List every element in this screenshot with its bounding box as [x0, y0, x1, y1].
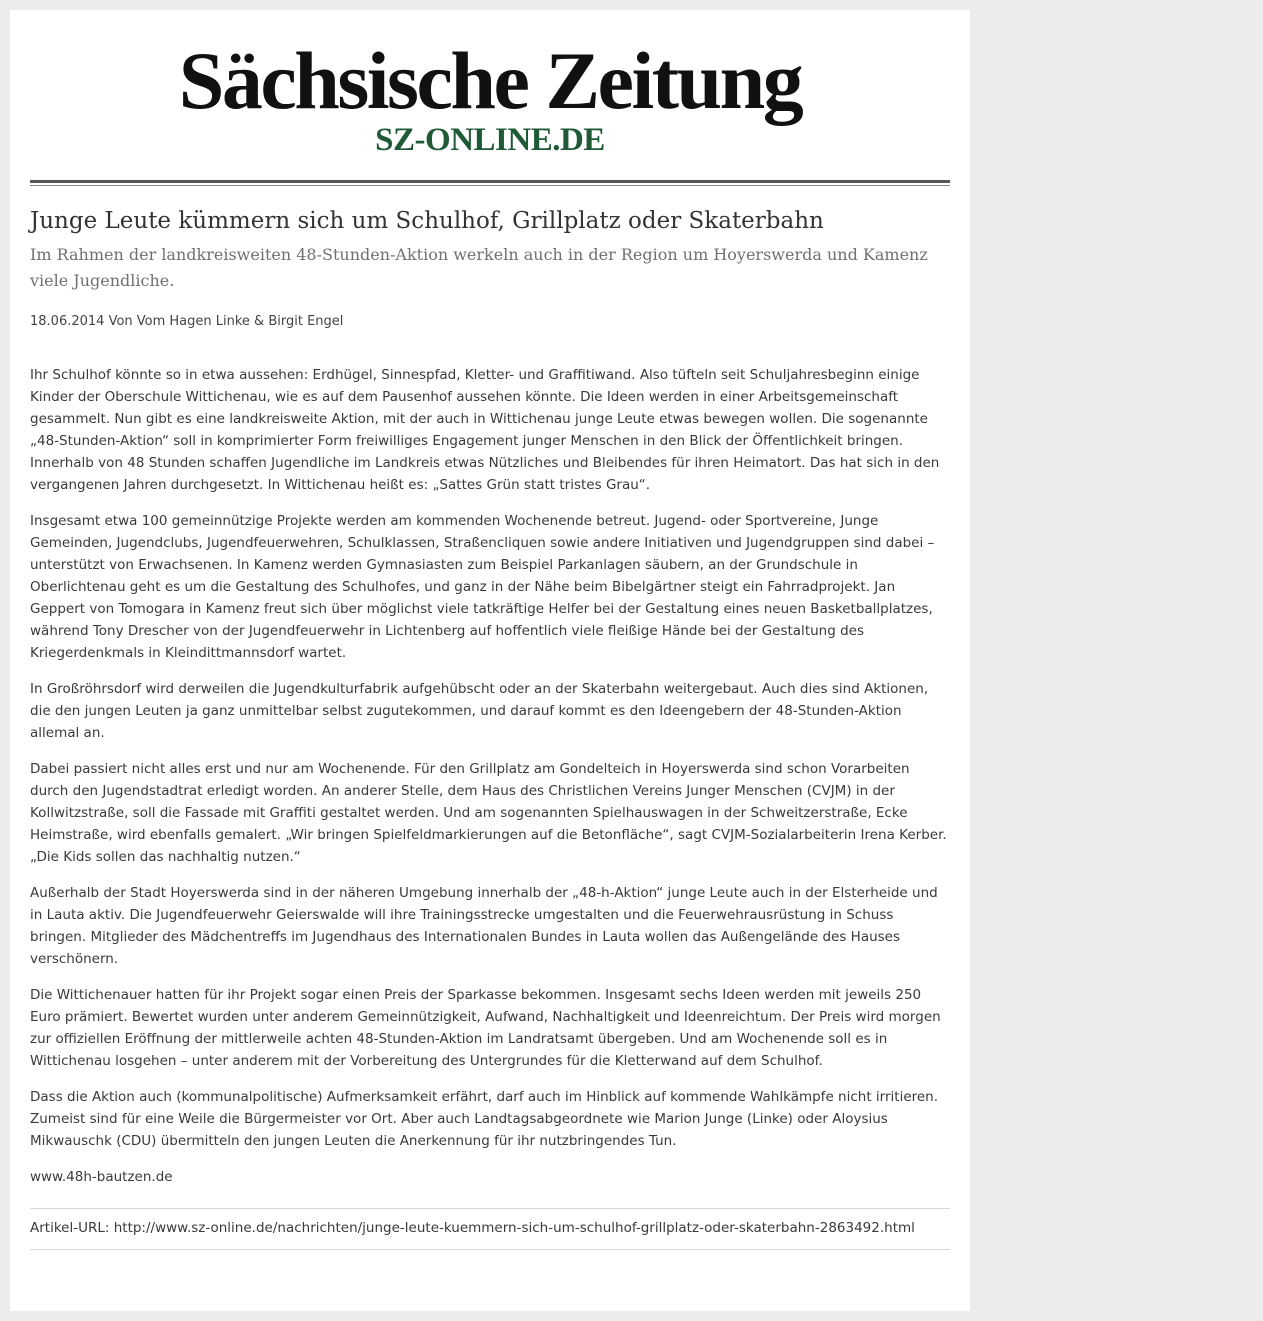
article-paragraph: Außerhalb der Stadt Hoyerswerda sind in der näheren Umgebung innerhalb der „48-h-Aktion“ junge Leute auch in der Elsterheide und in Lauta aktiv. Die Jugendfeuerwehr Geierswalde will ihre Trainingsstrecke umgestalten und die Feuerwehrausrüstung in Schuss bringen. Mitglieder des Mädchentreffs im Jugendhaus des Internationalen Bundes in Lauta wollen das Außengelände des Hauses verschönern. — [30, 885, 938, 967]
article-body — [30, 364, 950, 1188]
external-weblink: www.48h-bautzen.de — [30, 1169, 173, 1185]
article-paragraph: In Großröhrsdorf wird derweilen die Jugendkulturfabrik aufgehübscht oder an der Skaterbahn weitergebaut. Auch dies sind Aktionen, die den jungen Leuten ja ganz unmittelbar selbst zugutekommen, und darauf kommt es den Ideengebern der 48-Stunden-Aktion allemal an. — [30, 681, 929, 741]
masthead — [10, 10, 970, 170]
article-byline: 18.06.2014 Von Vom Hagen Linke & Birgit Engel — [30, 314, 344, 329]
header-divider-thin — [30, 185, 950, 186]
article-paragraph: Dabei passiert nicht alles erst und nur am Wochenende. Für den Grillplatz am Gondelteich in Hoyerswerda sind schon Vorarbeiten durch den Jugendstadtrat erledigt worden. An anderer Stelle, dem Haus des Christlichen Vereins Junger Menschen (CVJM) in der Kollwitzstraße, soll die Fassade mit Graffiti gestaltet werden. Und am sogenannten Spielhauswagen in der Schweitzerstraße, Ecke Heimstraße, wird ebenfalls gemalert. „Wir bringen Spielfeldmarkierungen auf die Betonfläche“, sagt CVJM-Sozialarbeiterin Irena Kerber. „Die Kids sollen das nachhaltig nutzen.“ — [30, 761, 947, 865]
article-url: Artikel-URL: http://www.sz-online.de/nachrichten/junge-leute-kuemmern-sich-um-schulhof-grillplatz-oder-skaterbahn-2863492.html — [30, 1220, 915, 1236]
article-paragraph: Die Wittichenauer hatten für ihr Projekt sogar einen Preis der Sparkasse bekommen. Insgesamt sechs Ideen werden mit jeweils 250 Euro prämiert. Bewertet wurden unter anderem Gemeinnützigkeit, Aufwand, Nachhaltigkeit und Ideenreichtum. Der Preis wird morgen zur offiziellen Eröffnung der mittlerweile achten 48-Stunden-Aktion im Landratsamt übergeben. Und am Wochenende soll es in Wittichenau losgehen – unter anderem mit der Vorbereitung des Untergrundes für die Kletterwand auf dem Schulhof. — [30, 987, 941, 1069]
article-paragraph: Ihr Schulhof könnte so in etwa aussehen: Erdhügel, Sinnespfad, Kletter- und Graffitiwand. Also tüfteln seit Schuljahresbeginn einige Kinder der Oberschule Wittichenau, wie es auf dem Pausenhof aussehen könnte. Die Ideen werden in einer Arbeitsgemeinschaft gesammelt. Nun gibt es eine landkreisweite Aktion, mit der auch in Wittichenau junge Leute etwas bewegen wollen. Die sogenannte „48-Stunden-Aktion“ soll in komprimierter Form freiwilliges Engagement junger Menschen in den Blick der Öffentlichkeit bringen. Innerhalb von 48 Stunden schaffen Jugendliche im Landkreis etwas Nützliches und Bleibendes für ihren Heimatort. Das hat sich in den vergangenen Jahren durchgesetzt. In Wittichenau heißt es: „Sattes Grün statt tristes Grau“. — [30, 367, 940, 493]
header-divider-thick — [30, 180, 950, 183]
article-sheet — [10, 10, 970, 1311]
article-subheadline: Im Rahmen der landkreisweiten 48-Stunden-Aktion werkeln auch in der Region um Hoyerswerda und Kamenz viele Jugendliche. — [30, 245, 928, 290]
article-headline: Junge Leute kümmern sich um Schulhof, Grillplatz oder Skaterbahn — [30, 208, 824, 234]
newspaper-logo[interactable]: Sächsische Zeitung — [178, 35, 802, 126]
article — [30, 206, 950, 1250]
article-paragraph: Dass die Aktion auch (kommunalpolitische) Aufmerksamkeit erfährt, darf auch im Hinblick auf kommende Wahlkämpfe nicht irritieren. Zumeist sind für eine Weile die Bürgermeister vor Ort. Aber auch Landtagsabgeordnete wie Marion Junge (Linke) oder Aloysius Mikwauschk (CDU) übermitteln den jungen Leuten die Anerkennung für ihr nutzbringendes Tun. — [30, 1089, 939, 1149]
article-url-box — [30, 1208, 950, 1250]
newspaper-website-label[interactable]: SZ-ONLINE.DE — [375, 122, 605, 158]
article-paragraph: Insgesamt etwa 100 gemeinnützige Projekte werden am kommenden Wochenende betreut. Jugend- oder Sportvereine, Junge Gemeinden, Jugendclubs, Jugendfeuerwehren, Schulklassen, Straßencliquen sowie andere Initiativen und Jugendgruppen sind dabei – unterstützt von Erwachsenen. In Kamenz werden Gymnasiasten zum Beispiel Parkanlagen säubern, an der Grundschule in Oberlichtenau geht es um die Gestaltung des Schulhofes, und ganz in der Nähe beim Bibelgärtner steigt ein Fahrradprojekt. Jan Geppert von Tomogara in Kamenz freut sich über möglichst viele tatkräftige Helfer bei der Gestaltung eines neuen Basketballplatzes, während Tony Drescher von der Jugendfeuerwehr in Lichtenberg auf hoffentlich viele fleißige Hände bei der Gestaltung des Kriegerdenkmals in Kleindittmannsdorf wartet. — [30, 513, 935, 661]
